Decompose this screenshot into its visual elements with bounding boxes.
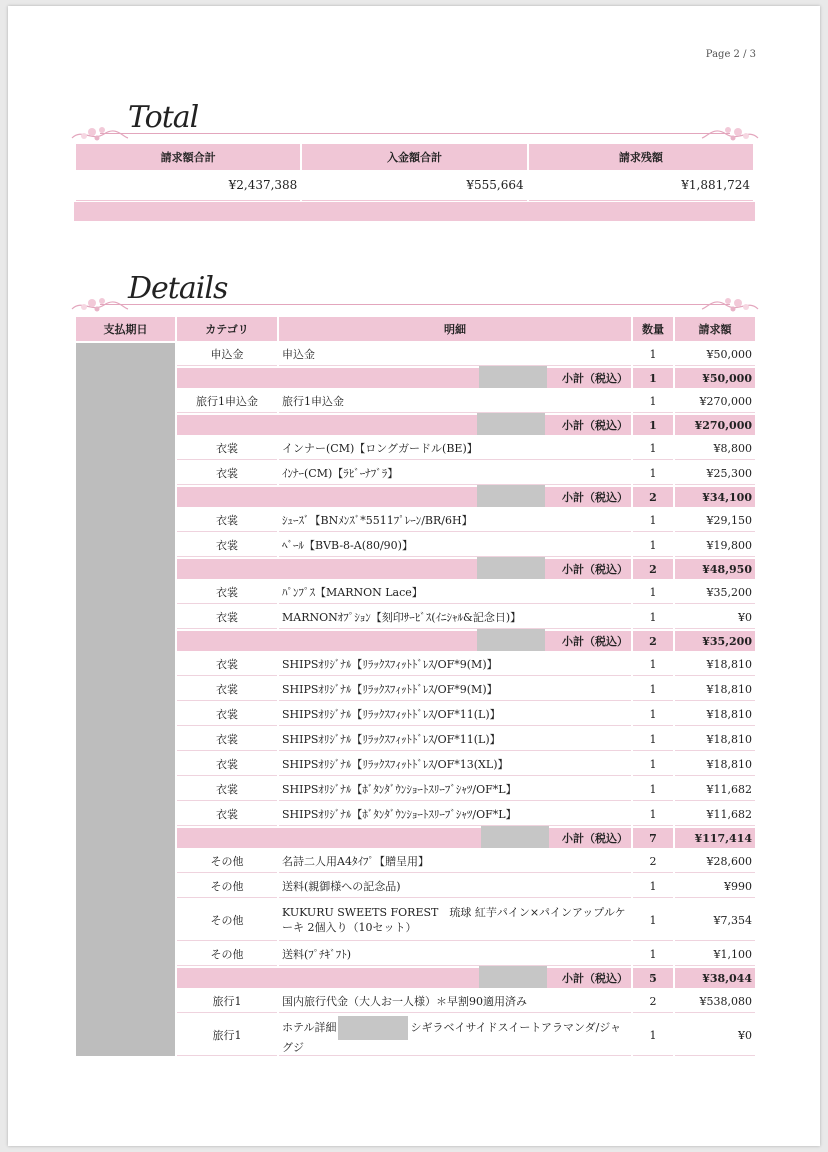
details-title: Details: [128, 271, 228, 306]
line-item-row: [76, 606, 755, 629]
amount-cell: ¥38,044: [675, 968, 755, 988]
amount-cell: ¥29,150: [675, 509, 755, 532]
category-cell: 衣裳: [177, 728, 277, 751]
page-number: Page 2 / 3: [705, 49, 756, 60]
category-cell: 衣裳: [177, 803, 277, 826]
item-description-suffix: シギラベイサイドスイートアラマンダ/ジャグジ: [282, 1020, 622, 1054]
quantity-cell: 1: [633, 728, 673, 751]
item-description-cell: ｲﾝﾅｰ(CM)【ﾗﾋﾞｰﾅﾌﾞﾗ】: [279, 462, 631, 485]
redaction-block: [477, 413, 545, 435]
line-item-row: [76, 728, 755, 751]
total-section-heading: [70, 100, 760, 150]
quantity-cell: 2: [633, 559, 673, 579]
subtotal-label: 小計（税込）: [562, 971, 628, 985]
line-item-row: [76, 900, 755, 941]
quantity-cell: 1: [633, 415, 673, 435]
line-item-row: [76, 943, 755, 966]
category-cell: 申込金: [177, 343, 277, 366]
line-item-row: [76, 462, 755, 485]
item-description-cell: 国内旅行代金（大人お一人様）＊早割90適用済み: [279, 990, 631, 1013]
amount-cell: ¥270,000: [675, 390, 755, 413]
category-cell: 衣裳: [177, 653, 277, 676]
subtotal-label-cell: [177, 968, 631, 988]
total-header-balance: 請求残額: [529, 144, 753, 170]
line-item-row: [76, 990, 755, 1013]
line-item-row: [76, 653, 755, 676]
details-header-item: 明細: [279, 317, 631, 341]
quantity-cell: 1: [633, 390, 673, 413]
amount-cell: ¥35,200: [675, 581, 755, 604]
total-billed-value: ¥2,437,388: [76, 170, 300, 201]
total-title: Total: [128, 100, 199, 135]
quantity-cell: 1: [633, 1015, 673, 1056]
quantity-cell: 2: [633, 990, 673, 1013]
amount-cell: ¥8,800: [675, 437, 755, 460]
category-cell: その他: [177, 900, 277, 941]
floral-ornament-icon: [700, 283, 760, 317]
line-item-row: [76, 703, 755, 726]
item-description-cell: SHIPSｵﾘｼﾞﾅﾙ【ﾘﾗｯｸｽﾌｨｯﾄﾄﾞﾚｽ/OF*11(L)】: [279, 703, 631, 726]
subtotal-label: 小計（税込）: [562, 634, 628, 648]
quantity-cell: 1: [633, 678, 673, 701]
line-item-row: [76, 875, 755, 898]
line-item-row: [76, 581, 755, 604]
quantity-cell: 1: [633, 803, 673, 826]
line-item-row: [76, 390, 755, 413]
item-description-prefix: ホテル詳細: [282, 1020, 337, 1034]
line-item-row: [76, 753, 755, 776]
amount-cell: ¥18,810: [675, 753, 755, 776]
quantity-cell: 2: [633, 850, 673, 873]
quantity-cell: 1: [633, 343, 673, 366]
category-cell: 衣裳: [177, 534, 277, 557]
redaction-block: [481, 826, 549, 848]
amount-cell: ¥18,810: [675, 728, 755, 751]
quantity-cell: 2: [633, 631, 673, 651]
item-description-cell: MARNONｵﾌﾟｼｮﾝ【刻印ｻｰﾋﾞｽ(ｲﾆｼｬﾙ&記念日)】: [279, 606, 631, 629]
subtotal-row: [76, 631, 755, 651]
amount-cell: ¥117,414: [675, 828, 755, 848]
line-item-row: [76, 778, 755, 801]
item-description-cell: ｼｭｰｽﾞ【BNﾒﾝｽﾞ*5511ﾌﾟﾚｰﾝ/BR/6H】: [279, 509, 631, 532]
quantity-cell: 1: [633, 653, 673, 676]
category-cell: 衣裳: [177, 462, 277, 485]
divider-line: [100, 133, 730, 134]
details-header-category: カテゴリ: [177, 317, 277, 341]
category-cell: 衣裳: [177, 606, 277, 629]
subtotal-label-cell: [177, 631, 631, 651]
quantity-cell: 1: [633, 943, 673, 966]
item-description-cell: SHIPSｵﾘｼﾞﾅﾙ【ﾘﾗｯｸｽﾌｨｯﾄﾄﾞﾚｽ/OF*13(XL)】: [279, 753, 631, 776]
subtotal-row: [76, 968, 755, 988]
category-cell: 旅行1申込金: [177, 390, 277, 413]
line-item-row: [76, 534, 755, 557]
item-description-cell: 送料(親御様への記念品): [279, 875, 631, 898]
total-balance-value: ¥1,881,724: [529, 170, 753, 201]
amount-cell: ¥11,682: [675, 803, 755, 826]
amount-cell: ¥990: [675, 875, 755, 898]
floral-ornament-icon: [70, 112, 130, 146]
category-cell: 衣裳: [177, 437, 277, 460]
item-description-cell: SHIPSｵﾘｼﾞﾅﾙ【ﾘﾗｯｸｽﾌｨｯﾄﾄﾞﾚｽ/OF*9(M)】: [279, 653, 631, 676]
quantity-cell: 1: [633, 437, 673, 460]
item-description-cell: [279, 1015, 631, 1056]
redaction-block: [479, 966, 547, 988]
item-description-cell: 送料(ﾌﾟﾁｷﾞﾌﾄ): [279, 943, 631, 966]
amount-cell: ¥7,354: [675, 900, 755, 941]
subtotal-label-cell: [177, 828, 631, 848]
subtotal-label: 小計（税込）: [562, 562, 628, 576]
amount-cell: ¥50,000: [675, 368, 755, 388]
category-cell: 衣裳: [177, 509, 277, 532]
category-cell: その他: [177, 850, 277, 873]
line-item-row: [76, 509, 755, 532]
category-cell: 旅行1: [177, 1015, 277, 1056]
line-item-row: [76, 1015, 755, 1056]
amount-cell: ¥18,810: [675, 678, 755, 701]
quantity-cell: 1: [633, 606, 673, 629]
subtotal-row: [76, 559, 755, 579]
item-description-cell: SHIPSｵﾘｼﾞﾅﾙ【ﾘﾗｯｸｽﾌｨｯﾄﾄﾞﾚｽ/OF*11(L)】: [279, 728, 631, 751]
quantity-cell: 1: [633, 703, 673, 726]
line-item-row: [76, 803, 755, 826]
subtotal-label: 小計（税込）: [562, 831, 628, 845]
subtotal-label: 小計（税込）: [562, 371, 628, 385]
amount-cell: ¥25,300: [675, 462, 755, 485]
amount-cell: ¥0: [675, 1015, 755, 1056]
item-description-cell: インナー(CM)【ロングガードル(BE)】: [279, 437, 631, 460]
subtotal-row: [76, 368, 755, 388]
item-description-cell: SHIPSｵﾘｼﾞﾅﾙ【ﾎﾞﾀﾝﾀﾞｳﾝｼｮｰﾄｽﾘｰﾌﾞｼｬﾂ/OF*L】: [279, 803, 631, 826]
redaction-block: [479, 366, 547, 388]
quantity-cell: 1: [633, 581, 673, 604]
details-header-amount: 請求額: [675, 317, 755, 341]
amount-cell: ¥19,800: [675, 534, 755, 557]
quantity-cell: 1: [633, 753, 673, 776]
subtotal-label-cell: [177, 559, 631, 579]
quantity-cell: 2: [633, 487, 673, 507]
quantity-cell: 1: [633, 900, 673, 941]
item-description-cell: SHIPSｵﾘｼﾞﾅﾙ【ﾘﾗｯｸｽﾌｨｯﾄﾄﾞﾚｽ/OF*9(M)】: [279, 678, 631, 701]
amount-cell: ¥0: [675, 606, 755, 629]
amount-cell: ¥34,100: [675, 487, 755, 507]
details-table: [74, 315, 757, 1058]
amount-cell: ¥18,810: [675, 703, 755, 726]
category-cell: 衣裳: [177, 753, 277, 776]
amount-cell: ¥18,810: [675, 653, 755, 676]
amount-cell: ¥11,682: [675, 778, 755, 801]
item-description-cell: 名詩二人用A4ﾀｲﾌﾟ【贈呈用】: [279, 850, 631, 873]
amount-cell: ¥48,950: [675, 559, 755, 579]
subtotal-label-cell: [177, 368, 631, 388]
subtotal-label: 小計（税込）: [562, 490, 628, 504]
amount-cell: ¥270,000: [675, 415, 755, 435]
subtotal-label: 小計（税込）: [562, 418, 628, 432]
redaction-block: [477, 629, 545, 651]
quantity-cell: 1: [633, 534, 673, 557]
total-header-billed: 請求額合計: [76, 144, 300, 170]
redaction-block: [477, 485, 545, 507]
item-description-cell: 申込金: [279, 343, 631, 366]
amount-cell: ¥50,000: [675, 343, 755, 366]
floral-ornament-icon: [70, 283, 130, 317]
quantity-cell: 1: [633, 509, 673, 532]
invoice-page: [8, 6, 820, 1146]
floral-ornament-icon: [700, 112, 760, 146]
category-cell: 旅行1: [177, 990, 277, 1013]
category-cell: 衣裳: [177, 581, 277, 604]
redaction-block: [338, 1016, 408, 1040]
total-header-paid: 入金額合計: [302, 144, 526, 170]
subtotal-label-cell: [177, 415, 631, 435]
quantity-cell: 5: [633, 968, 673, 988]
category-cell: 衣裳: [177, 778, 277, 801]
details-body: [76, 343, 755, 1056]
item-description-cell: KUKURU SWEETS FOREST 琉球 紅芋パイン×パインアップルケーキ 2個入り（10セット）: [279, 900, 631, 941]
total-footer-band: [74, 202, 755, 221]
quantity-cell: 1: [633, 875, 673, 898]
subtotal-row: [76, 828, 755, 848]
quantity-cell: 1: [633, 778, 673, 801]
item-description-cell: 旅行1申込金: [279, 390, 631, 413]
details-header-due-date: 支払期日: [76, 317, 175, 341]
amount-cell: ¥35,200: [675, 631, 755, 651]
item-description-cell: SHIPSｵﾘｼﾞﾅﾙ【ﾎﾞﾀﾝﾀﾞｳﾝｼｮｰﾄｽﾘｰﾌﾞｼｬﾂ/OF*L】: [279, 778, 631, 801]
total-paid-value: ¥555,664: [302, 170, 526, 201]
line-item-row: [76, 850, 755, 873]
line-item-row: [76, 437, 755, 460]
line-item-row: [76, 343, 755, 366]
item-description-cell: ﾍﾞｰﾙ【BVB-8-A(80/90)】: [279, 534, 631, 557]
amount-cell: ¥1,100: [675, 943, 755, 966]
category-cell: その他: [177, 943, 277, 966]
details-header-quantity: 数量: [633, 317, 673, 341]
subtotal-label-cell: [177, 487, 631, 507]
category-cell: 衣裳: [177, 678, 277, 701]
amount-cell: ¥28,600: [675, 850, 755, 873]
subtotal-row: [76, 415, 755, 435]
redaction-block: [477, 557, 545, 579]
redacted-due-date: [76, 343, 175, 1056]
quantity-cell: 1: [633, 368, 673, 388]
quantity-cell: 7: [633, 828, 673, 848]
line-item-row: [76, 678, 755, 701]
category-cell: 衣裳: [177, 703, 277, 726]
divider-line: [100, 304, 730, 305]
item-description-cell: ﾊﾟﾝﾌﾟｽ【MARNON Lace】: [279, 581, 631, 604]
total-table: [74, 144, 755, 201]
category-cell: その他: [177, 875, 277, 898]
amount-cell: ¥538,080: [675, 990, 755, 1013]
details-section-heading: [70, 271, 760, 321]
subtotal-row: [76, 487, 755, 507]
quantity-cell: 1: [633, 462, 673, 485]
